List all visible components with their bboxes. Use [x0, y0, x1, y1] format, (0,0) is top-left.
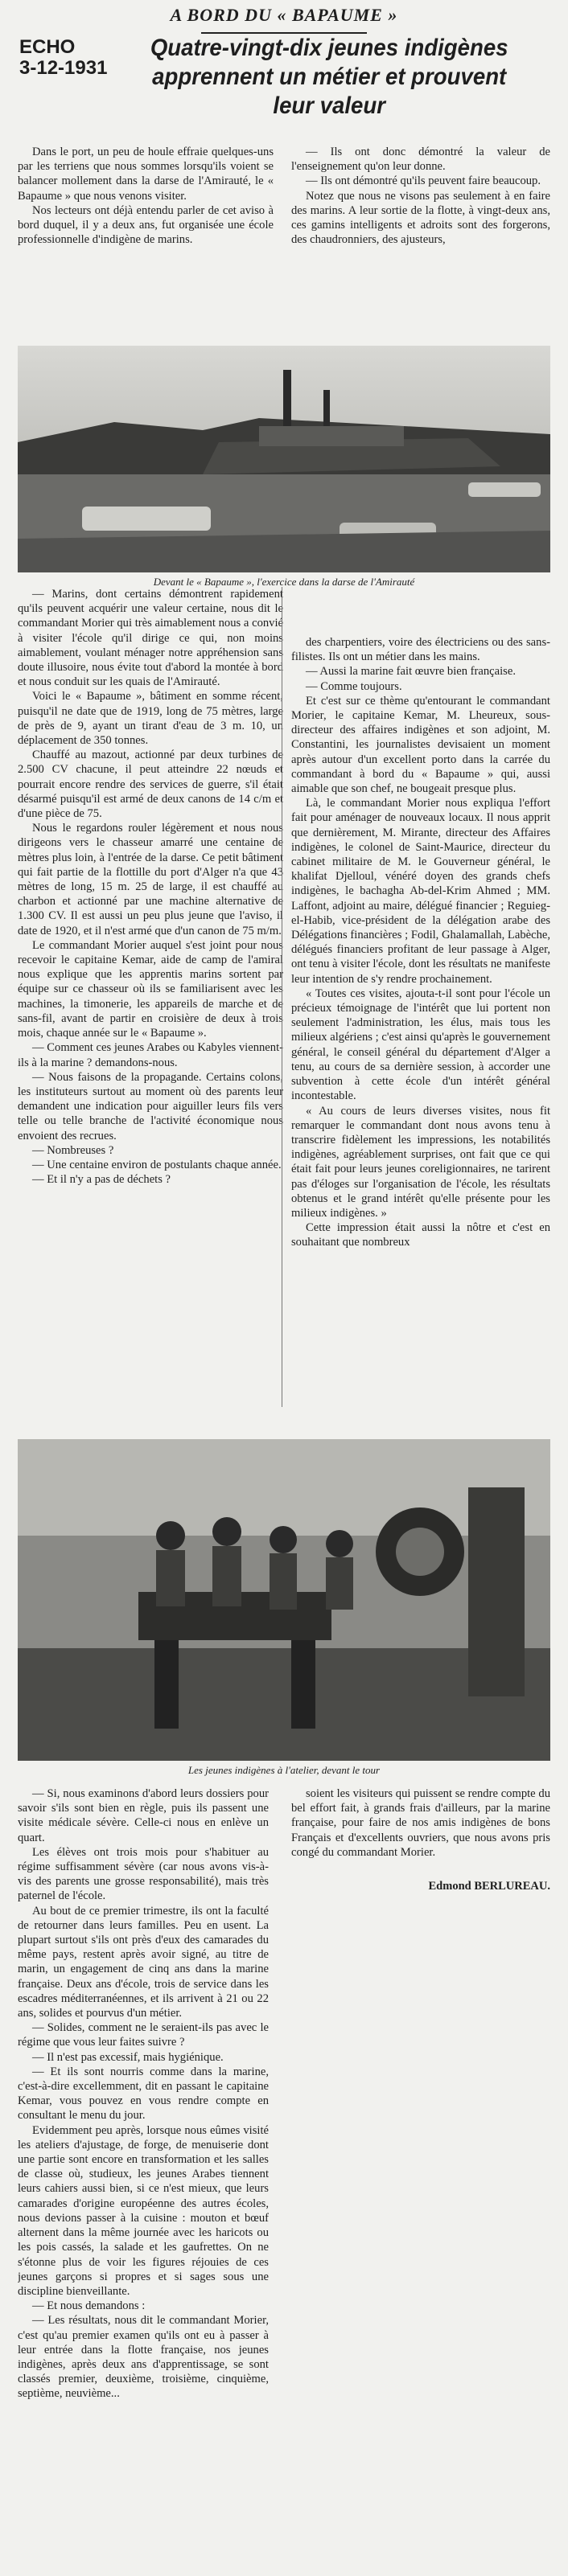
article-paragraph: — Comment ces jeunes Arabes ou Kabyles viennent-ils à la marine ? demandons-nous. [18, 1041, 283, 1069]
article-paragraph: — Il n'est pas excessif, mais hygiénique. [32, 2050, 224, 2064]
photo-bapaume-harbor [18, 346, 550, 572]
caption-photo-1: Devant le « Bapaume », l'exercice dans la darse de l'Amirauté [153, 576, 415, 588]
article-paragraph: Notez que nous ne visons pas seulement à en faire des marins. A leur sortie de la flotte, à vingt-deux ans, ces gamins intelligents et adroits sont des forgerons, des chaudronniers, des ajusteurs, [291, 189, 550, 247]
article-paragraph: Le commandant Morier auquel s'est joint pour nous recevoir le capitaine Kemar, aide de camp de l'amiral nous explique que les apprentis marins sortent par équipe sur ce chasseur où ils se familiarisent avec les machines, la timonerie, les appareils de marche et de sans-fil, avant de partir en croisière de deux à trois mois, chaque année sur le « Bapaume ». [18, 938, 283, 1040]
article-paragraph: — Comme toujours. [306, 679, 402, 693]
article-paragraph: — Ils ont démontré qu'ils peuvent faire beaucoup. [306, 174, 541, 188]
article-paragraph: Cette impression était aussi la nôtre et c'est en souhaitant que nombreux [291, 1221, 550, 1249]
article-paragraph: — Si, nous examinons d'abord leurs dossiers pour savoir s'ils sont bien en règle, puis ils passent une visite médicale sévère. Celle-ci nous en enlève un quart. [18, 1787, 269, 1844]
article-paragraph: — Les résultats, nous dit le commandant Morier, c'est qu'au premier examen qu'ils ont eu à passer à leur entrée dans la flotte française, nos jeunes indigènes, après deux ans d'apprentissage, se sont classés premier, deuxième, troisième, cinquième, septième, neuvième... [18, 2314, 269, 2401]
article-paragraph: Dans le port, un peu de houle effraie quelques-uns par les terriens que nous sommes lorsqu'ils voient se balancer mollement dans la darse de l'Amirauté, le « Bapaume » que nous venons visiter. [18, 146, 274, 203]
article-paragraph: — Aussi la marine fait œuvre bien française. [306, 665, 516, 679]
article-paragraph: — Solides, comment ne le seraient-ils pas avec le régime que vous leur faites suivre ? [18, 2021, 269, 2049]
photo-bapaume-harbor-image [18, 346, 550, 572]
article-paragraph: « Toutes ces visites, ajouta-t-il sont pour l'école un précieux témoignage de l'intérêt que lui portent non seulement l'administration, les élus, mais tous les milieux algériens ; c'est ainsi qu'après le gouvernement général, le conseil général du département d'Alger a tenu, au cours de sa dernière session, à accorder une subvention à cette école d'un intérêt général incontestable. [291, 987, 550, 1103]
article-paragraph: — Une centaine environ de postulants chaque année. [32, 1158, 282, 1171]
column-left-middle [18, 587, 283, 1407]
article-paragraph: Voici le « Bapaume », bâtiment en somme récent, puisqu'il ne date que de 1919, long de 75 mètres, large de près de 9, ayant un tirant d'eau de 3 m. 10, un déplacement de 350 tonnes. [18, 690, 283, 748]
article-paragraph: — Nous faisons de la propagande. Certains colons, les instituteurs surtout au moment où des parents leur demandent une indication pour aiguiller leurs fils vers telle ou telle branche de l'activité économique nous envoient des recrues. [18, 1070, 283, 1142]
article-paragraph: — Nombreuses ? [32, 1143, 114, 1157]
article-paragraph: Evidemment peu après, lorsque nous eûmes visité les ateliers d'ajustage, de forge, de menuiserie dont une partie sont encore en transformation et les salles de classe où, studieux, les jeunes Arabes tiennent leurs cahiers aussi bien, si ce n'est mieux, que leurs camarades d'origine européenne des autres écoles, nous devions passer à la cuisine : mouton et bœuf alternent dans la même journée avec les haricots ou les pois cassés, la salade et les gaufrettes. On ne s'étonne plus de voir les figures réjouies de ces jeunes garçons si propres et si sages sous une discipline bienveillante. [18, 2123, 269, 2298]
column-intro [18, 145, 274, 338]
date-stamp: ECHO 3-12-1931 [19, 36, 108, 79]
section-kicker: A BORD DU « BAPAUME » [170, 5, 398, 25]
article-paragraph: — Et ils sont nourris comme dans la marine, c'est-à-dire excellemment, dit en passant le capitaine Kemar, vous pouvez en vous rendre compte en consultant le menu du jour. [18, 2065, 269, 2123]
column-left-bottom [18, 1786, 269, 2566]
column-right-middle [291, 635, 550, 1399]
article-paragraph: — Ils ont donc démontré la valeur de l'enseignement qu'on leur donne. [291, 146, 550, 174]
article-paragraph: Nos lecteurs ont déjà entendu parler de cet aviso à bord duquel, il y a deux ans, fut organisée une école professionnelle d'indigène de marins. [18, 203, 274, 247]
article-paragraph: — Et nous demandons : [32, 2299, 146, 2313]
photo-workshop-image [18, 1439, 550, 1761]
caption-photo-2: Les jeunes indigènes à l'atelier, devant le tour [187, 1764, 381, 1776]
article-paragraph: « Au cours de leurs diverses visites, nous fit remarquer le commandant dont nous avons tenu à transcrire fidèlement les impressions, les notabilités indigènes, agréablement surprises, ont fait que ce qui était fait pour leurs jeunes coreligionnaires, ne tarirent pas d'éloges sur l'organisation de l'école, les résultats obtenus et le grand intérêt qu'elle présente pour les milieux indigènes. » [291, 1104, 550, 1220]
article-paragraph: — Et il n'y a pas de déchets ? [32, 1173, 171, 1187]
column-right-bottom [291, 1786, 550, 1875]
article-paragraph: Les élèves ont trois mois pour s'habituer au régime suffisamment sévère (car nous avons vis-à-vis des parents une grosse responsabilité), mais très paternel de l'école. [18, 1845, 269, 1903]
article-paragraph: — Marins, dont certains démontrent rapidement qu'ils peuvent acquérir une valeur certaine, nous dit le commandant Morier qui très aimablement nous a convié à visiter l'école qu'il dirige ce qui, non moins aimablement, voulant ménager notre appréhension sans doute illusoire, nous évite tout d'abord la montée à bord et nous conduit sur les quais de l'Amirauté. [18, 588, 283, 689]
author-signature: Edmond BERLUREAU. [428, 1880, 550, 1893]
article-paragraph: soient les visiteurs qui puissent se rendre compte du bel effort fait, à grands frais d'ailleurs, par la marine française, pour faire de nos amis indigènes de bons Français et d'excellents ouvriers, que nous avons pris congé du commandant Morier. [291, 1787, 550, 1859]
article-paragraph: des charpentiers, voire des électriciens ou des sans-filistes. Ils ont un métier dans les mains. [291, 636, 550, 664]
article-paragraph: Chauffé au mazout, actionné par deux turbines de 2.500 CV chacune, il peut atteindre 22 nœuds et pourrait encore rendre des services de guerre, s'il était désarmé puisqu'il est armé de deux canons de 14 c/m et d'une pièce de 75. [18, 749, 283, 821]
photo-workshop [18, 1439, 550, 1761]
headline: Quatre-vingt-dix jeunes indigènes apprennent un métier et prouvent leur valeur [150, 35, 508, 119]
article-paragraph: Au bout de ce premier trimestre, ils ont la faculté de retourner dans leurs familles. Peu en usent. La plupart surtout s'ils ont près d'eux des camarades du même pays, restent après avoir signé, au titre de marin, un engagement de cinq ans dans la marine française. Deux ans d'école, trois de service dans les escadres méditerranéennes, et ils arrivent à 21 ou 22 ans, solides et pourvus d'un métier. [18, 1904, 269, 2020]
article-paragraph: Là, le commandant Morier nous expliqua l'effort fait pour aménager de nouveaux locaux. Il nous apprit que dernièrement, M. Mirante, directeur des Affaires indigènes, le colonel de Saint-Maurice, directeur du cabinet militaire de M. le Gouverneur général, le khalifat Djelloul, vénéré doyen des grands chefs indigènes, le bachagha Ab-del-Krim Ahmed ; MM. Laffont, adjoint au maire, délégué financier ; Reguieg-el-Habib, vice-président de la délégation arabe des Délégations financières ; Fodil, Ghalamallah, Labèche, délégués financiers profitant de leur passage à Alger, ont tenu à visiter l'école, dont les résultats ne manifeste leur intention de s'y rendre prochainement. [291, 797, 550, 986]
article-paragraph: Nous le regardons rouler légèrement et nous nous dirigeons vers le chasseur amarré une centaine de mètres plus loin, à l'entrée de la darse. Ce petit bâtiment qui fait partie de la flottille du port d'Alger n'a que 43 mètres de long, 15 m. 25 de large, il est chauffé au charbon et actionné par une machine alternative de 1.300 CV. Il est aussi un peu plus jeune que l'aviso, il date de 1920, et il n'est armé que d'un canon de 75 m/m. [18, 822, 283, 937]
article-paragraph: Et c'est sur ce thème qu'entourant le commandant Morier, le capitaine Kemar, M. Lheureux, sous-directeur des affaires indigènes et son adjoint, M. Constantini, les journalistes devisaient un moment après autour d'un excellent porto dans la carrée du commandant à bord du « Bapaume » qui, aussi aimable que son chef, ne bougeait presque plus. [291, 694, 550, 796]
